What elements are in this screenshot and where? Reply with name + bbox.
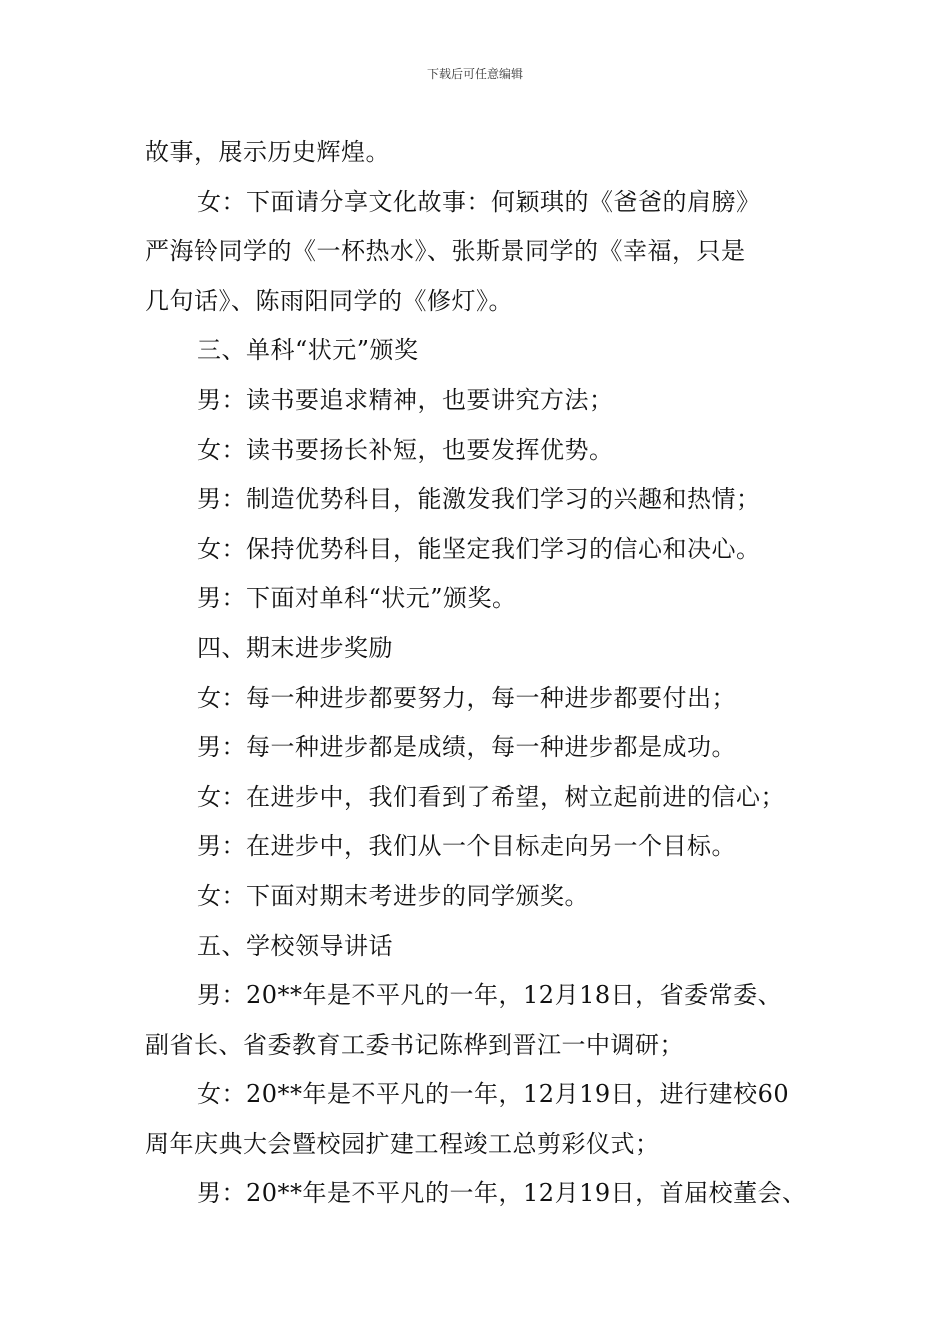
- section-heading: 四、期末进步奖励: [197, 633, 393, 662]
- text-line: 女：20**年是不平凡的一年，12月19日，进行建校60: [197, 1080, 790, 1109]
- text-line: 男：下面对单科“状元”颁奖。: [197, 584, 517, 613]
- text-line: 故事，展示历史辉煌。: [145, 138, 390, 166]
- text-line: 几句话》、陈雨阳同学的《修灯》。: [145, 286, 513, 315]
- text-line: 男：每一种进步都是成绩，每一种进步都是成功。: [197, 733, 736, 762]
- text-line: 严海铃同学的《一杯热水》、张斯景同学的《幸福，只是: [145, 237, 746, 266]
- section-heading: 三、单科“状元”颁奖: [197, 336, 419, 365]
- text-line: 男：在进步中，我们从一个目标走向另一个目标。: [197, 832, 736, 861]
- section-heading: 五、学校领导讲话: [197, 931, 393, 960]
- text-line: 女：读书要扬长补短，也要发挥优势。: [197, 435, 614, 464]
- text-line: 女：保持优势科目，能坚定我们学习的信心和决心。: [197, 534, 761, 563]
- text-line: 男：制造优势科目，能激发我们学习的兴趣和热情；: [197, 485, 761, 514]
- text-line: 男：20**年是不平凡的一年，12月18日，省委常委、: [197, 981, 783, 1010]
- text-line: 男：读书要追求精神，也要讲究方法；: [197, 385, 614, 414]
- text-line: 女：在进步中，我们看到了希望，树立起前进的信心；: [197, 782, 785, 811]
- text-line: 女：每一种进步都要努力，每一种进步都要付出；: [197, 683, 736, 712]
- text-line: 男：20**年是不平凡的一年，12月19日，首届校董会、: [197, 1179, 807, 1208]
- document-body: [145, 128, 835, 1219]
- page-header: 下载后可任意编辑: [426, 67, 523, 81]
- text-line: 女：下面请分享文化故事：何颖琪的《爸爸的肩膀》: [197, 187, 761, 216]
- text-line: 女：下面对期末考进步的同学颁奖。: [197, 881, 589, 910]
- text-line: 周年庆典大会暨校园扩建工程竣工总剪彩仪式；: [145, 1129, 660, 1158]
- text-line: 副省长、省委教育工委书记陈桦到晋江一中调研；: [145, 1030, 684, 1059]
